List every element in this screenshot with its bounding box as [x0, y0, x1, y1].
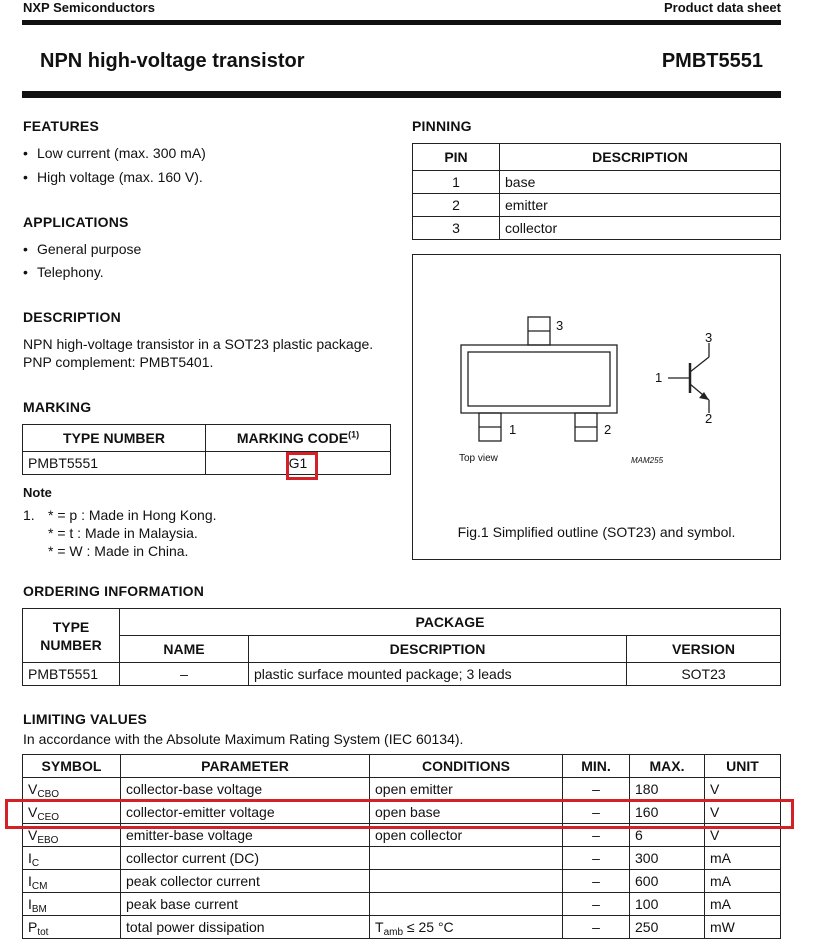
ordering-col-type: TYPE NUMBER — [23, 609, 120, 663]
part-number: PMBT5551 — [661, 50, 763, 72]
limiting-col-max: MAX. — [630, 755, 705, 778]
min-cell: – — [563, 778, 630, 801]
max-cell: 250 — [630, 916, 705, 939]
max-cell: 6 — [630, 824, 705, 847]
unit-cell: V — [705, 801, 781, 824]
top-view-label: Top view — [459, 453, 498, 464]
marking-col-code-label: MARKING CODE — [236, 430, 349, 446]
max-cell: 600 — [630, 870, 705, 893]
note-line: * = p : Made in Hong Kong. — [48, 507, 217, 523]
description-line: PNP complement: PMBT5401. — [23, 354, 214, 370]
marking-heading: MARKING — [23, 399, 92, 415]
pin-number: 3 — [413, 217, 500, 240]
pinning-table — [412, 143, 781, 240]
pinning-col-desc: DESCRIPTION — [500, 144, 781, 171]
feature-item: • Low current (max. 300 mA) — [23, 145, 206, 161]
limiting-table — [22, 754, 781, 939]
features-heading: FEATURES — [23, 118, 100, 134]
note-number: 1. — [23, 507, 35, 523]
unit-cell: mA — [705, 847, 781, 870]
limiting-col-conditions: CONDITIONS — [370, 755, 563, 778]
ordering-name-cell: – — [120, 663, 249, 686]
ordering-col-version: VERSION — [627, 636, 781, 663]
parameter-cell: collector current (DC) — [121, 847, 370, 870]
conditions-cell: open base — [370, 801, 563, 824]
pkg-pin3-label: 3 — [556, 318, 564, 333]
ordering-version-cell: SOT23 — [627, 663, 781, 686]
symbol-cell: $P_{tot}$ — [23, 916, 121, 939]
max-cell: 300 — [630, 847, 705, 870]
ordering-heading: ORDERING INFORMATION — [23, 583, 205, 599]
ordering-col-desc: DESCRIPTION — [249, 636, 627, 663]
limiting-heading: LIMITING VALUES — [23, 711, 148, 727]
pkg-pin1-label: 1 — [509, 422, 517, 437]
min-cell: – — [563, 916, 630, 939]
symbol-cell: $V_{CEO}$ — [23, 801, 121, 824]
sym-pin1-label: 1 — [655, 370, 663, 385]
table-row — [23, 778, 781, 801]
pin-desc: base — [500, 171, 781, 194]
min-cell: – — [563, 893, 630, 916]
title-rule — [22, 91, 781, 98]
table-row — [23, 870, 781, 893]
symbol-cell: $I_{BM}$ — [23, 893, 121, 916]
ordering-col-name: NAME — [120, 636, 249, 663]
package-figure — [412, 254, 781, 560]
marking-footnote-ref: (1) — [348, 429, 360, 440]
max-cell: 100 — [630, 893, 705, 916]
application-item: • General purpose — [23, 241, 141, 257]
unit-cell: mA — [705, 870, 781, 893]
ordering-desc-cell: plastic surface mounted package; 3 leads — [249, 663, 627, 686]
symbol-cell: $I_{CM}$ — [23, 870, 121, 893]
table-row — [23, 916, 781, 939]
min-cell: – — [563, 870, 630, 893]
conditions-cell: open collector — [370, 824, 563, 847]
min-cell: – — [563, 801, 630, 824]
symbol-cell: $V_{EBO}$ — [23, 824, 121, 847]
company-name: NXP Semiconductors — [23, 0, 155, 15]
pin-desc: emitter — [500, 194, 781, 217]
limiting-col-min: MIN. — [563, 755, 630, 778]
sym-pin2-label: 2 — [705, 411, 713, 426]
pin-number: 1 — [413, 171, 500, 194]
description-heading: DESCRIPTION — [23, 309, 121, 325]
unit-cell: mW — [705, 916, 781, 939]
unit-cell: mA — [705, 893, 781, 916]
marking-col-code — [206, 425, 391, 452]
application-item: • Telephony. — [23, 264, 104, 280]
ordering-col-package: PACKAGE — [120, 609, 781, 636]
conditions-cell — [370, 870, 563, 893]
vceo-row-highlight — [5, 799, 794, 829]
parameter-cell: emitter-base voltage — [121, 824, 370, 847]
limiting-col-parameter: PARAMETER — [121, 755, 370, 778]
top-rule — [22, 20, 781, 25]
unit-cell: V — [705, 824, 781, 847]
max-cell: 160 — [630, 801, 705, 824]
limiting-col-unit: UNIT — [705, 755, 781, 778]
figure-ref: MAM255 — [631, 456, 664, 465]
limiting-col-symbol: SYMBOL — [23, 755, 121, 778]
ordering-type-cell: PMBT5551 — [23, 663, 120, 686]
parameter-cell: collector-base voltage — [121, 778, 370, 801]
parameter-cell: total power dissipation — [121, 916, 370, 939]
symbol-collector-lead — [690, 357, 709, 372]
conditions-cell: open emitter — [370, 778, 563, 801]
pin-desc: collector — [500, 217, 781, 240]
sym-pin3-label: 3 — [705, 330, 713, 345]
feature-item: • High voltage (max. 160 V). — [23, 169, 203, 185]
description-line: NPN high-voltage transistor in a SOT23 plastic package. — [23, 336, 374, 352]
doc-type: Product data sheet — [663, 0, 781, 15]
symbol-cell: $V_{CBO}$ — [23, 778, 121, 801]
note-line: * = W : Made in China. — [48, 543, 189, 559]
table-row — [23, 893, 781, 916]
min-cell: – — [563, 847, 630, 870]
marking-type-cell: PMBT5551 — [23, 452, 206, 475]
conditions-cell — [370, 847, 563, 870]
limiting-subtitle: In accordance with the Absolute Maximum Rating System (IEC 60134). — [23, 731, 464, 747]
table-row — [23, 847, 781, 870]
pin-number: 2 — [413, 194, 500, 217]
note-heading: Note — [23, 485, 52, 500]
sot23-outline-svg — [413, 255, 780, 559]
marking-code-highlight — [286, 452, 318, 480]
parameter-cell: collector-emitter voltage — [121, 801, 370, 824]
conditions-cell: $T_{amb} \le 25$ °C — [370, 916, 563, 939]
pinning-col-pin: PIN — [413, 144, 500, 171]
applications-heading: APPLICATIONS — [23, 214, 129, 230]
pinning-heading: PINNING — [412, 118, 472, 134]
page-title: NPN high-voltage transistor — [40, 50, 305, 72]
figure-caption: Fig.1 Simplified outline (SOT23) and symbol. — [457, 524, 736, 540]
package-body-inner — [468, 352, 610, 406]
pkg-pin2-label: 2 — [604, 422, 612, 437]
min-cell: – — [563, 824, 630, 847]
unit-cell: V — [705, 778, 781, 801]
symbol-cell: $I_C$ — [23, 847, 121, 870]
marking-col-type: TYPE NUMBER — [23, 425, 206, 452]
marking-code-cell: G1 — [206, 452, 391, 475]
package-body-outer — [461, 345, 617, 413]
max-cell: 180 — [630, 778, 705, 801]
marking-table — [22, 424, 391, 475]
ordering-table — [22, 608, 781, 686]
parameter-cell: peak base current — [121, 893, 370, 916]
parameter-cell: peak collector current — [121, 870, 370, 893]
note-line: * = t : Made in Malaysia. — [48, 525, 198, 541]
conditions-cell — [370, 893, 563, 916]
